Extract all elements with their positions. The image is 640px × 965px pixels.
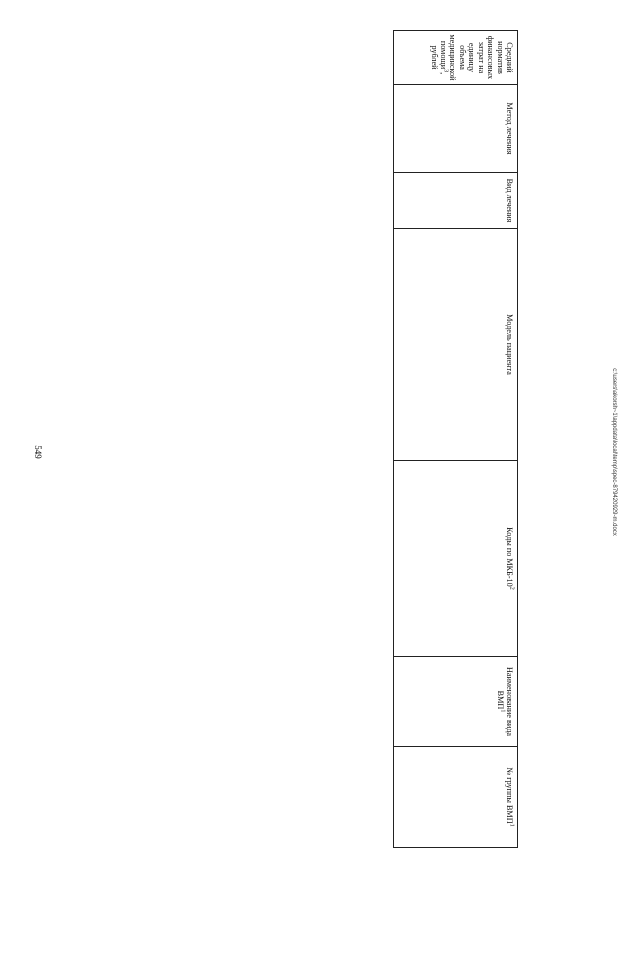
header-treatment-method: Метод лечения bbox=[394, 85, 518, 173]
page-number: 549 bbox=[33, 445, 43, 459]
header-group-no-text: № группы ВМП bbox=[505, 767, 514, 824]
header-patient-model: Модель пациента bbox=[394, 229, 518, 461]
header-mkb-codes-text: Коды по МКБ-10 bbox=[505, 527, 514, 587]
rotated-table-body-container bbox=[92, 148, 518, 965]
header-treatment-type: Вид лечения bbox=[394, 173, 518, 229]
header-avg-cost bbox=[394, 31, 518, 85]
header-avg-cost-sup: 3 bbox=[442, 69, 449, 73]
header-vmp-name-text: Наименование вида ВМП bbox=[495, 666, 514, 737]
header-vmp-name-sup: 1 bbox=[499, 709, 506, 713]
footer-file-path: c:\users\akorsh~1\appdata\local\temp\spec-879420929-m.docx bbox=[611, 368, 617, 536]
header-avg-cost-unit: , рублей bbox=[429, 45, 449, 75]
header-group-no-sup: 1 bbox=[508, 823, 515, 827]
header-avg-cost-text: Средний норматив финансовых затрат на единицу объема медицинской помощи bbox=[439, 34, 514, 81]
header-mkb-codes-sup: 2 bbox=[508, 586, 515, 590]
